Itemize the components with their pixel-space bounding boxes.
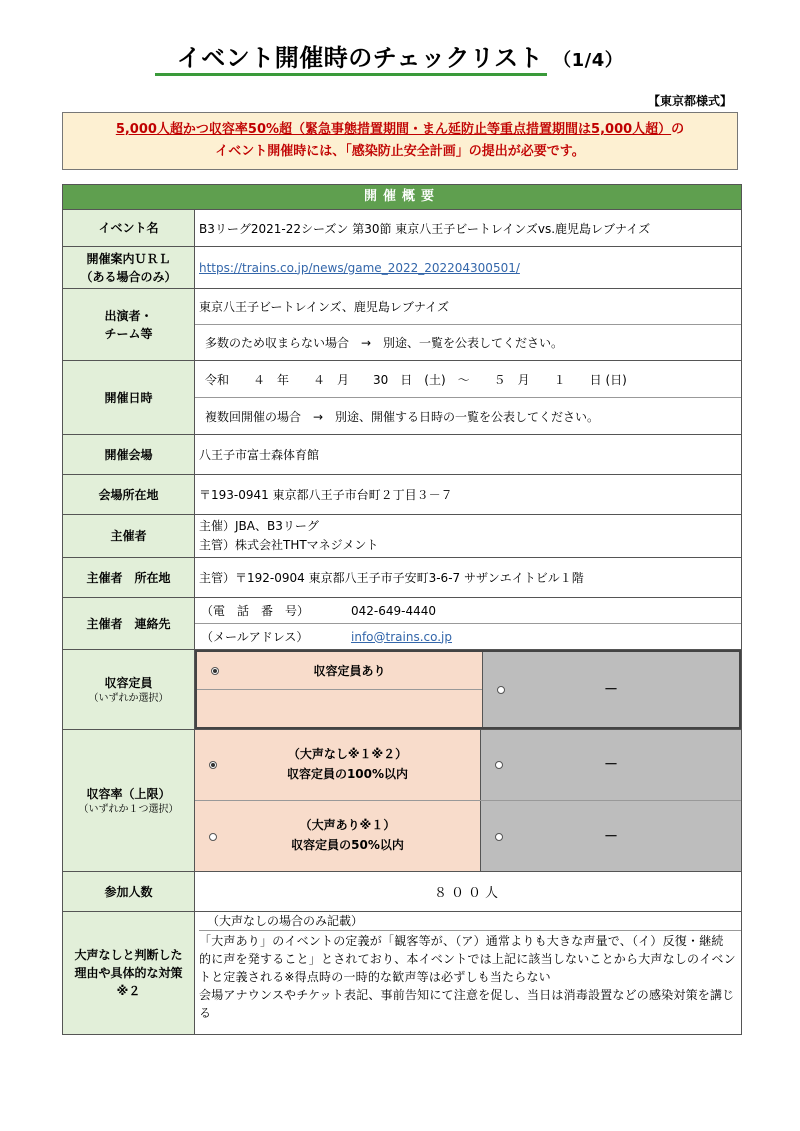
capacity-rate-label-text: 収容率（上限） xyxy=(86,786,171,801)
capacity-option-yes[interactable] xyxy=(197,652,482,689)
email-row xyxy=(195,623,741,649)
event-name-label: イベント名 xyxy=(63,210,195,246)
notice-box xyxy=(62,112,738,170)
event-name-value: B3リーグ2021-22シーズン 第30節 東京八王子ビートレインズvs.鹿児島レブナイズ xyxy=(199,221,651,236)
no-shouting-label xyxy=(63,912,195,1034)
rate-100-line2: 収容定員の100%以内 xyxy=(286,767,409,781)
attendance-value: ８００人 xyxy=(433,886,502,901)
title-text: イベント開催時のチェックリスト xyxy=(176,44,544,72)
capacity-options xyxy=(195,650,741,729)
notice-line-2: イベント開催時には、「感染防止安全計画」の提出が必要です。 xyxy=(215,144,585,159)
capacity-rate-row-2 xyxy=(195,800,741,871)
no-shouting-line-2: 的に声を発すること」とされており、本イベントでは上記に該当しないことから大声なしのイベン xyxy=(199,952,736,966)
rate-100-alt-dash: － xyxy=(604,757,618,773)
organizer-contact-label: 主催者 連絡先 xyxy=(63,598,195,649)
capacity-rate-option-100[interactable] xyxy=(195,730,481,800)
dates-cell xyxy=(195,361,741,434)
capacity-rate-option-50[interactable] xyxy=(195,801,481,871)
no-shouting-line-5: る xyxy=(199,1006,212,1020)
row-venue xyxy=(63,435,741,475)
capacity-rate-row-1 xyxy=(195,730,741,800)
notice-line-1-suffix: の xyxy=(671,122,685,137)
notice-line-1-underlined: 5,000人超かつ収容率50%超（緊急事態措置期間・まん延防止等重点措置期間は5,000人超） xyxy=(115,122,672,137)
no-shouting-line-3: トと定義される※得点時の一時的な歓声等は必ずしも当たらない xyxy=(199,970,551,984)
venue-address-value: 〒193-0941 東京都八王子市台町２丁目３－７ xyxy=(199,488,453,502)
info-url-link[interactable]: https://trains.co.jp/news/game_2022_202204300501/ xyxy=(199,260,520,275)
organizer-cell xyxy=(195,515,741,557)
no-shouting-cell xyxy=(195,912,741,1034)
organizer-address-value: 主管）〒192-0904 東京都八王子市子安町3-6-7 サザンエイトビル１階 xyxy=(199,571,584,585)
row-venue-address xyxy=(63,475,741,515)
row-no-shouting-reason xyxy=(63,912,741,1034)
capacity-option-yes-column xyxy=(197,652,483,727)
rate-50-radio[interactable] xyxy=(209,833,217,841)
no-shouting-line-1: 「大声あり」のイベントの定義が「観客等が、（ア）通常よりも大きな声量で、（イ）反復・継続 xyxy=(199,934,724,948)
page-title xyxy=(177,38,623,73)
capacity-label-sub: （いずれか選択） xyxy=(88,692,169,704)
phone-value: 042-649-4440 xyxy=(351,603,437,618)
capacity-yes-text: 収容定員あり xyxy=(313,664,386,678)
rate-100-radio[interactable] xyxy=(209,761,217,769)
row-organizer-contact xyxy=(63,598,741,650)
rate-50-line1: （大声あり※１） xyxy=(299,818,396,832)
dates-label: 開催日時 xyxy=(63,361,195,434)
capacity-label xyxy=(63,650,195,729)
capacity-label-text: 収容定員 xyxy=(104,675,153,690)
dates-note: 複数回開催の場合 → 別途、開催する日時の一覧を公表してください。 xyxy=(195,397,741,434)
section-header: 開催概要 xyxy=(63,185,741,210)
dates-value: 令和 ４ 年 ４ 月 30 日 (土) ～ ５ 月 １ 日 (日) xyxy=(205,372,627,387)
info-url-label-line1: 開催案内ＵＲＬ xyxy=(86,251,171,266)
info-url-label-line2: （ある場合のみ） xyxy=(80,269,177,284)
form-type-label: 【東京都様式】 xyxy=(647,94,732,108)
info-url-label xyxy=(63,247,195,288)
capacity-no-dash: － xyxy=(604,682,618,698)
rate-50-alt-dash: － xyxy=(604,829,618,845)
row-capacity xyxy=(63,650,741,730)
attendance-label: 参加人数 xyxy=(63,872,195,911)
capacity-option-no[interactable] xyxy=(483,652,739,727)
performers-cell xyxy=(195,289,741,360)
venue-label: 開催会場 xyxy=(63,435,195,474)
rate-50-line2: 収容定員の50%以内 xyxy=(291,838,404,852)
rate-100-text xyxy=(225,744,470,784)
rate-100-line1: （大声なし※１※２） xyxy=(287,747,408,761)
notice-line-1 xyxy=(63,119,737,141)
performers-value: 東京八王子ビートレインズ、鹿児島レブナイズ xyxy=(199,300,449,314)
no-shouting-body xyxy=(199,931,741,1022)
capacity-rate-label xyxy=(63,730,195,871)
title-area xyxy=(0,38,800,73)
no-shouting-label-line1: 大声なしと判断した xyxy=(74,948,183,962)
phone-row xyxy=(195,598,741,623)
row-capacity-rate xyxy=(63,730,741,872)
capacity-rate-option-100-alt[interactable] xyxy=(481,730,741,800)
performers-note: 多数のため収まらない場合 → 別途、一覧を公表してください。 xyxy=(195,324,741,360)
row-organizer-address xyxy=(63,558,741,598)
row-organizer xyxy=(63,515,741,558)
venue-address-label: 会場所在地 xyxy=(63,475,195,514)
row-info-url xyxy=(63,247,741,289)
info-url-cell xyxy=(195,247,741,288)
email-link[interactable]: info@trains.co.jp xyxy=(351,629,452,644)
no-shouting-line-4: 会場アナウンスやチケット表記、事前告知にて注意を促し、当日は消毒設置などの感染対策を講じ xyxy=(199,988,735,1002)
capacity-input-cell[interactable] xyxy=(197,689,482,727)
organizer-address-label: 主催者 所在地 xyxy=(63,558,195,597)
no-shouting-label-line2: 理由や具体的な対策 xyxy=(74,966,183,980)
page-indicator: （1/4） xyxy=(553,50,624,71)
venue-value: 八王子市富士森体育館 xyxy=(199,448,320,462)
capacity-rate-label-sub: （いずれか１つ選択） xyxy=(78,803,179,815)
capacity-yes-radio[interactable] xyxy=(211,667,219,675)
organizer-line-2: 主管）株式会社THTマネジメント xyxy=(199,538,379,552)
rate-50-text xyxy=(225,815,470,855)
capacity-rate-options xyxy=(195,730,741,871)
no-shouting-note: （大声なしの場合のみ記載） xyxy=(199,912,741,931)
no-shouting-label-line3: ※２ xyxy=(116,984,141,998)
row-dates xyxy=(63,361,741,435)
organizer-contact-cell xyxy=(195,598,741,649)
performers-label xyxy=(63,289,195,360)
event-overview-table xyxy=(62,184,742,1035)
organizer-label: 主催者 xyxy=(63,515,195,557)
phone-label: （電 話 番 号） xyxy=(201,604,310,618)
row-event-name xyxy=(63,210,741,247)
row-attendance xyxy=(63,872,741,912)
email-label: （メールアドレス） xyxy=(201,630,309,644)
title-underline xyxy=(155,73,547,76)
performers-label-line2: チーム等 xyxy=(104,326,153,341)
organizer-line-1: 主催）JBA、B3リーグ xyxy=(199,519,319,533)
performers-label-line1: 出演者・ xyxy=(104,308,153,323)
row-performers xyxy=(63,289,741,361)
capacity-rate-option-50-alt[interactable] xyxy=(481,801,741,871)
